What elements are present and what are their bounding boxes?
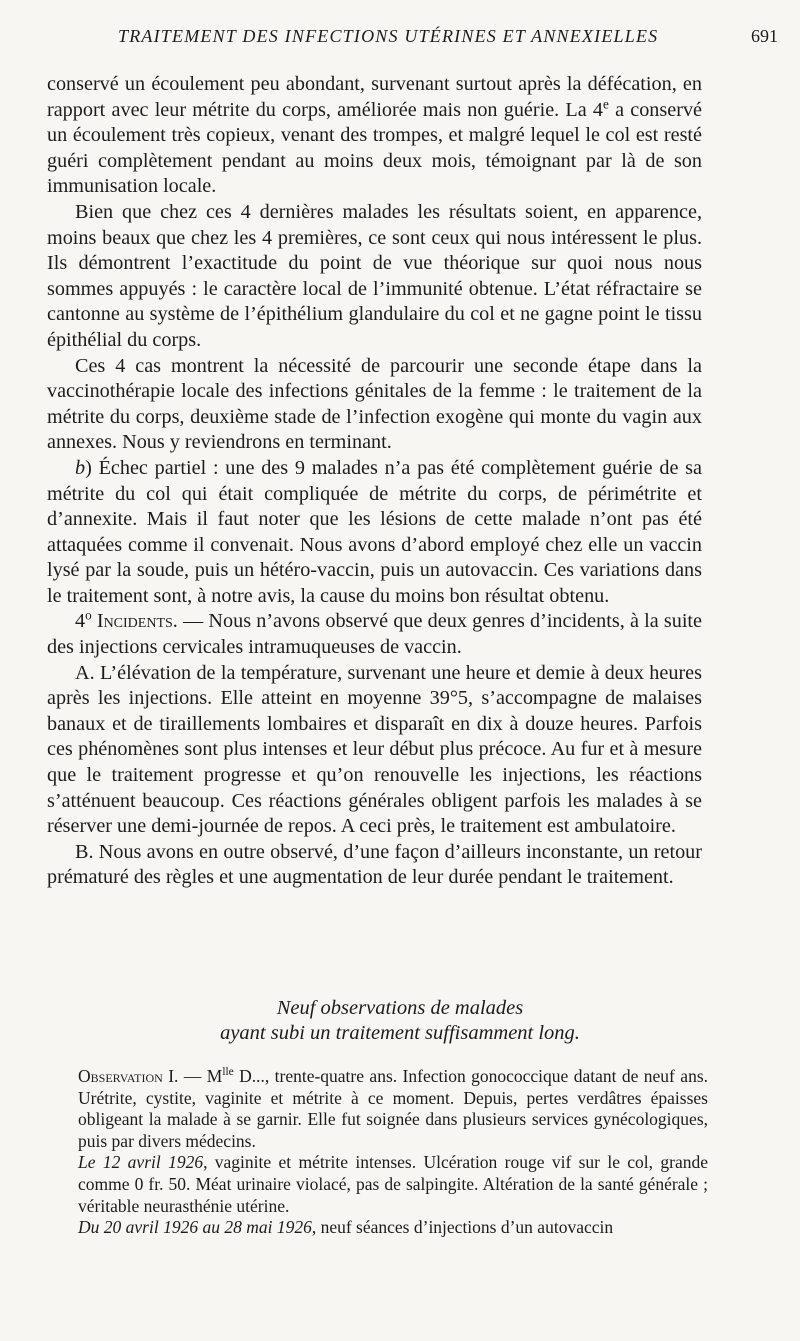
superscript: o (85, 607, 92, 623)
observation-intro-text: — M (178, 1066, 223, 1086)
section-number: 4 (75, 610, 86, 633)
observation-entry-1 (78, 1152, 708, 1217)
entry-date: Du 20 avril 1926 au 28 mai 1926 (78, 1217, 312, 1238)
paragraph-5 (47, 609, 702, 660)
section-heading-line-1: Neuf observations de malades (276, 997, 524, 1019)
paragraph-4-text: ) Échec partiel : une des 9 malades n’a pas été complètement guérie de sa métrite du col qui était compliquée de métrite du corps, de périmétrite et d’annexite. Mais il faut noter que les lésions de cette malade n’ont pas été attaquées comme il convenait. Nous avons d’abord employé chez elle un vaccin lysé par la soude, puis un hétéro-vaccin, puis un autovaccin. Ces variations dans le traitement sont, à notre avis, la cause du moins bon résultat obtenu. (47, 456, 702, 607)
page-number: 691 (751, 26, 778, 46)
paragraph-5-text: — Nous n’avons observé que deux genres d’incidents, à la suite des injections cervicales intramuqueuses de vaccin. (47, 610, 702, 659)
item-label: b (75, 456, 86, 479)
section-label: Incidents. (91, 610, 178, 633)
entry-text: , neuf séances d’injections d’un autovaccin (311, 1217, 614, 1238)
observation-label: Observation I. (78, 1066, 179, 1086)
paragraph-1-text: conservé un écoulement peu abondant, survenant surtout après la défécation, en rapport avec leur métrite du corps, améliorée mais non guérie. La 4 (47, 73, 702, 121)
paragraph-3: Ces 4 cas montrent la nécessité de parcourir une seconde étape dans la vaccinothérapie locale des infections génitales de la femme : le traitement de la métrite du corps, deuxième stade de l’infection exogène qui monte du vagin aux annexes. Nous y reviendrons en terminant. (47, 354, 702, 454)
main-text (47, 72, 702, 891)
observation-block (78, 1066, 708, 1239)
section-heading-line-2: ayant subi un traitement suffisamment long. (220, 1022, 580, 1044)
running-title: TRAITEMENT DES INFECTIONS UTÉRINES ET ANNEXIELLES (118, 26, 659, 46)
observation-entry-2 (78, 1217, 708, 1239)
superscript: e (603, 95, 609, 111)
paragraph-6: A. L’élévation de la température, survenant une heure et demie à deux heures après les injections. Elle atteint en moyenne 39°5, s’accompagne de malaises banaux et de tiraillements lombaires et disparaît en dix à douze heures. Parfois ces phénomènes sont plus intenses et leur début plus précoce. Au fur et à mesure que le traitement progresse et qu’on renouvelle les injections, les réactions s’atténuent beaucoup. Ces réactions générales obligent parfois les malades à se réserver une demi-journée de repos. A ceci près, le traitement est ambulatoire. (47, 661, 702, 838)
observation-intro-rest: D..., trente-quatre ans. Infection gonococcique datant de neuf ans. Urétrite, cystite, vaginite et métrite à ce moment. Depuis, pertes verdâtres épaisses obligeant la malade à se garnir. Elle fut soignée dans plusieurs services gynécologiques, puis par divers médecins. (78, 1066, 708, 1151)
paragraph-7: B. Nous avons en outre observé, d’une façon d’ailleurs inconstante, un retour prématuré des règles et une augmentation de leur durée pendant le traitement. (47, 840, 702, 889)
entry-text: , vaginite et métrite intenses. Ulcération rouge vif sur le col, grande comme 0 fr. 50. Méat urinaire violacé, pas de salpingite. Altération de la santé générale ; véritable neurasthénie utérine. (78, 1152, 708, 1216)
running-header (0, 26, 800, 52)
paragraph-4 (47, 456, 702, 610)
paragraph-1-rest: a conservé un écoulement très copieux, venant des trompes, et malgré lequel le col est resté guéri complètement pendant au moins deux mois, témoignant par là de son immunisation locale. (47, 98, 702, 198)
paragraph-1 (47, 72, 702, 200)
superscript: lle (222, 1066, 234, 1079)
paragraph-2: Bien que chez ces 4 dernières malades les résultats soient, en apparence, moins beaux que chez les 4 premières, ce sont ceux qui nous intéressent le plus. Ils démontrent l’exactitude du point de vue théorique sur quoi nous nous sommes appuyés : le caractère local de l’immunité obtenue. L’état réfractaire se cantonne au système de l’épithélium glandulaire du col et ne gagne point le tissu épithélial du corps. (47, 200, 702, 351)
entry-date: Le 12 avril 1926 (78, 1152, 204, 1173)
observation-intro (78, 1066, 708, 1152)
